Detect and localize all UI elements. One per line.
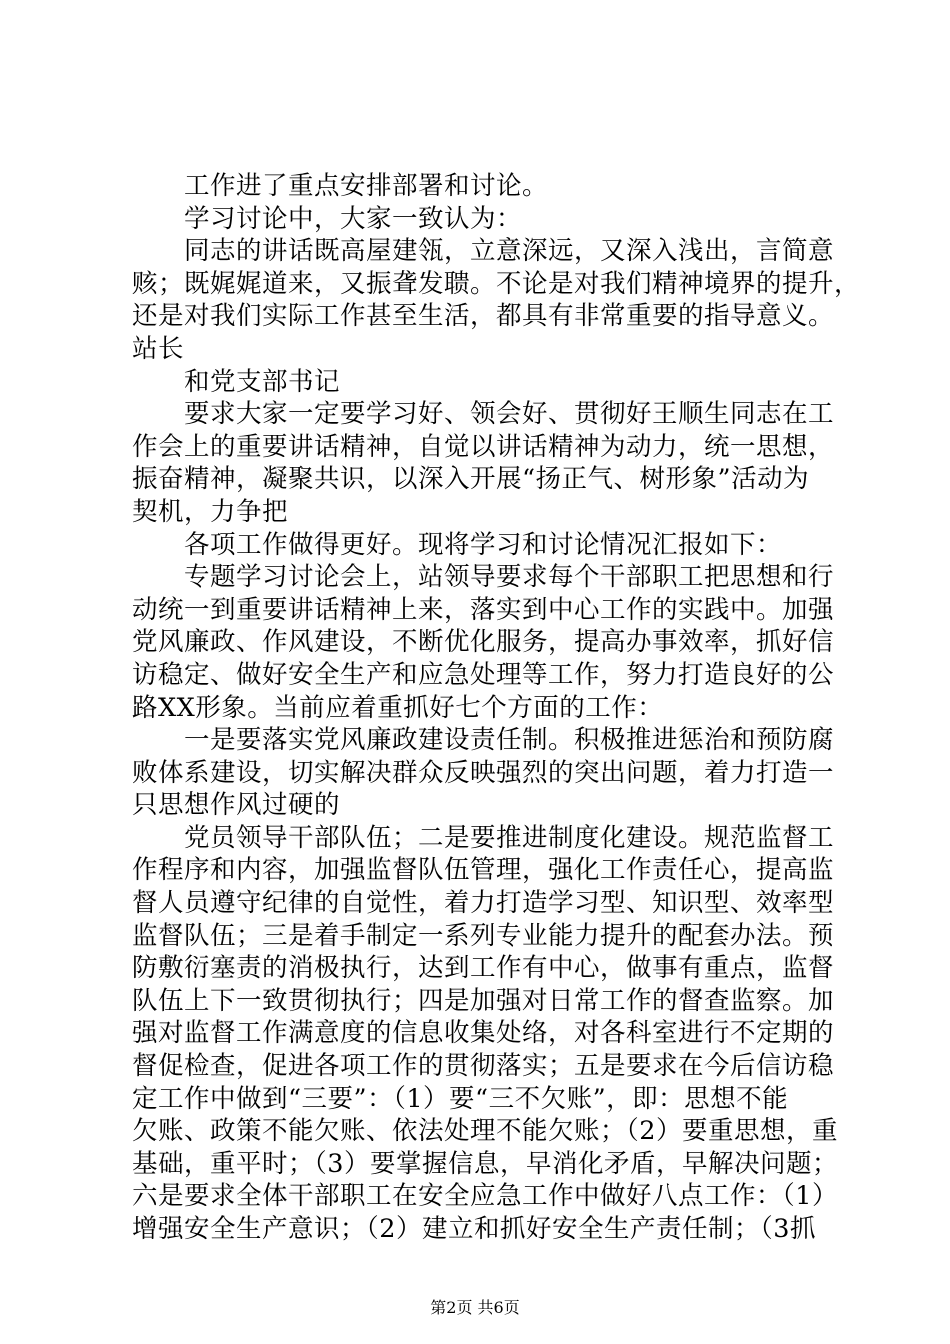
- text-line: 基础，重平时；（3）要掌握信息，早消化矛盾，早解决问题；: [132, 1148, 838, 1179]
- text-line: 强对监督工作满意度的信息收集处络，对各科室进行不定期的: [132, 1018, 835, 1049]
- text-line: 动统一到重要讲话精神上来，落实到中心工作的实践中。加强: [132, 594, 835, 625]
- text-line: 各项工作做得更好。现将学习和讨论情况汇报如下：: [184, 529, 783, 560]
- text-line: 作程序和内容，加强监督队伍管理，强化工作责任心，提高监: [132, 855, 835, 886]
- text-line: 学习讨论中，大家一致认为：: [184, 203, 523, 234]
- text-line: 增强安全生产意识；（2）建立和抓好安全生产责任制；（3抓: [132, 1214, 816, 1244]
- text-line: 要求大家一定要学习好、领会好、贯彻好王顺生同志在工: [184, 399, 835, 430]
- text-line: 队伍上下一致贯彻执行；四是加强对日常工作的督查监察。加: [132, 985, 835, 1016]
- text-line: 六是要求全体干部职工在安全应急工作中做好八点工作：（1）: [132, 1181, 838, 1212]
- text-line: 督人员遵守纪律的自觉性，着力打造学习型、知识型、效率型: [132, 888, 835, 919]
- text-line: 欠账、政策不能欠账、依法处理不能欠账；（2）要重思想，重: [132, 1116, 838, 1147]
- text-line: 定工作中做到“三要”：（1）要“三不欠账”，即：思想不能: [132, 1083, 789, 1114]
- text-line: 振奋精神，凝聚共识，以深入开展“扬正气、树形象”活动为: [132, 464, 810, 495]
- text-line: 一是要落实党风廉政建设责任制。积极推进惩治和预防腐: [184, 725, 835, 756]
- text-line: 站长: [132, 333, 185, 364]
- text-line: 只思想作风过硬的: [132, 790, 341, 821]
- text-line: 党风廉政、作风建设，不断优化服务，提高办事效率，抓好信: [132, 627, 835, 658]
- text-line: 专题学习讨论会上，站领导要求每个干部职工把思想和行: [184, 562, 835, 593]
- text-line: 工作进了重点安排部署和讨论。: [184, 171, 549, 201]
- text-line: 和党支部书记: [184, 366, 341, 397]
- document-body: [132, 170, 861, 1246]
- text-line: 监督队伍；三是着手制定一系列专业能力提升的配套办法。预: [132, 920, 835, 951]
- text-line: 赅；既娓娓道来，又振聋发聩。不论是对我们精神境界的提升，: [132, 268, 861, 299]
- text-line: 路XX形象。当前应着重抓好七个方面的工作：: [132, 692, 664, 723]
- text-line: 防敷衍塞责的消极执行，达到工作有中心，做事有重点，监督: [132, 953, 835, 984]
- text-line: 败体系建设，切实解决群众反映强烈的突出问题，着力打造一: [132, 757, 835, 788]
- text-line: 访稳定、做好安全生产和应急处理等工作，努力打造良好的公: [132, 659, 835, 690]
- text-line: 党员领导干部队伍；二是要推进制度化建设。规范监督工: [184, 822, 835, 853]
- text-line: 契机，力争把: [132, 496, 289, 527]
- page-number-footer: 第2页 共6页: [430, 1298, 520, 1317]
- text-line: 还是对我们实际工作甚至生活，都具有非常重要的指导意义。: [132, 301, 835, 332]
- text-line: 同志的讲话既高屋建瓴，立意深远，又深入浅出，言简意: [184, 236, 835, 267]
- text-line: 作会上的重要讲话精神，自觉以讲话精神为动力，统一思想，: [132, 431, 835, 462]
- text-line: 督促检查，促进各项工作的贯彻落实；五是要求在今后信访稳: [132, 1051, 835, 1082]
